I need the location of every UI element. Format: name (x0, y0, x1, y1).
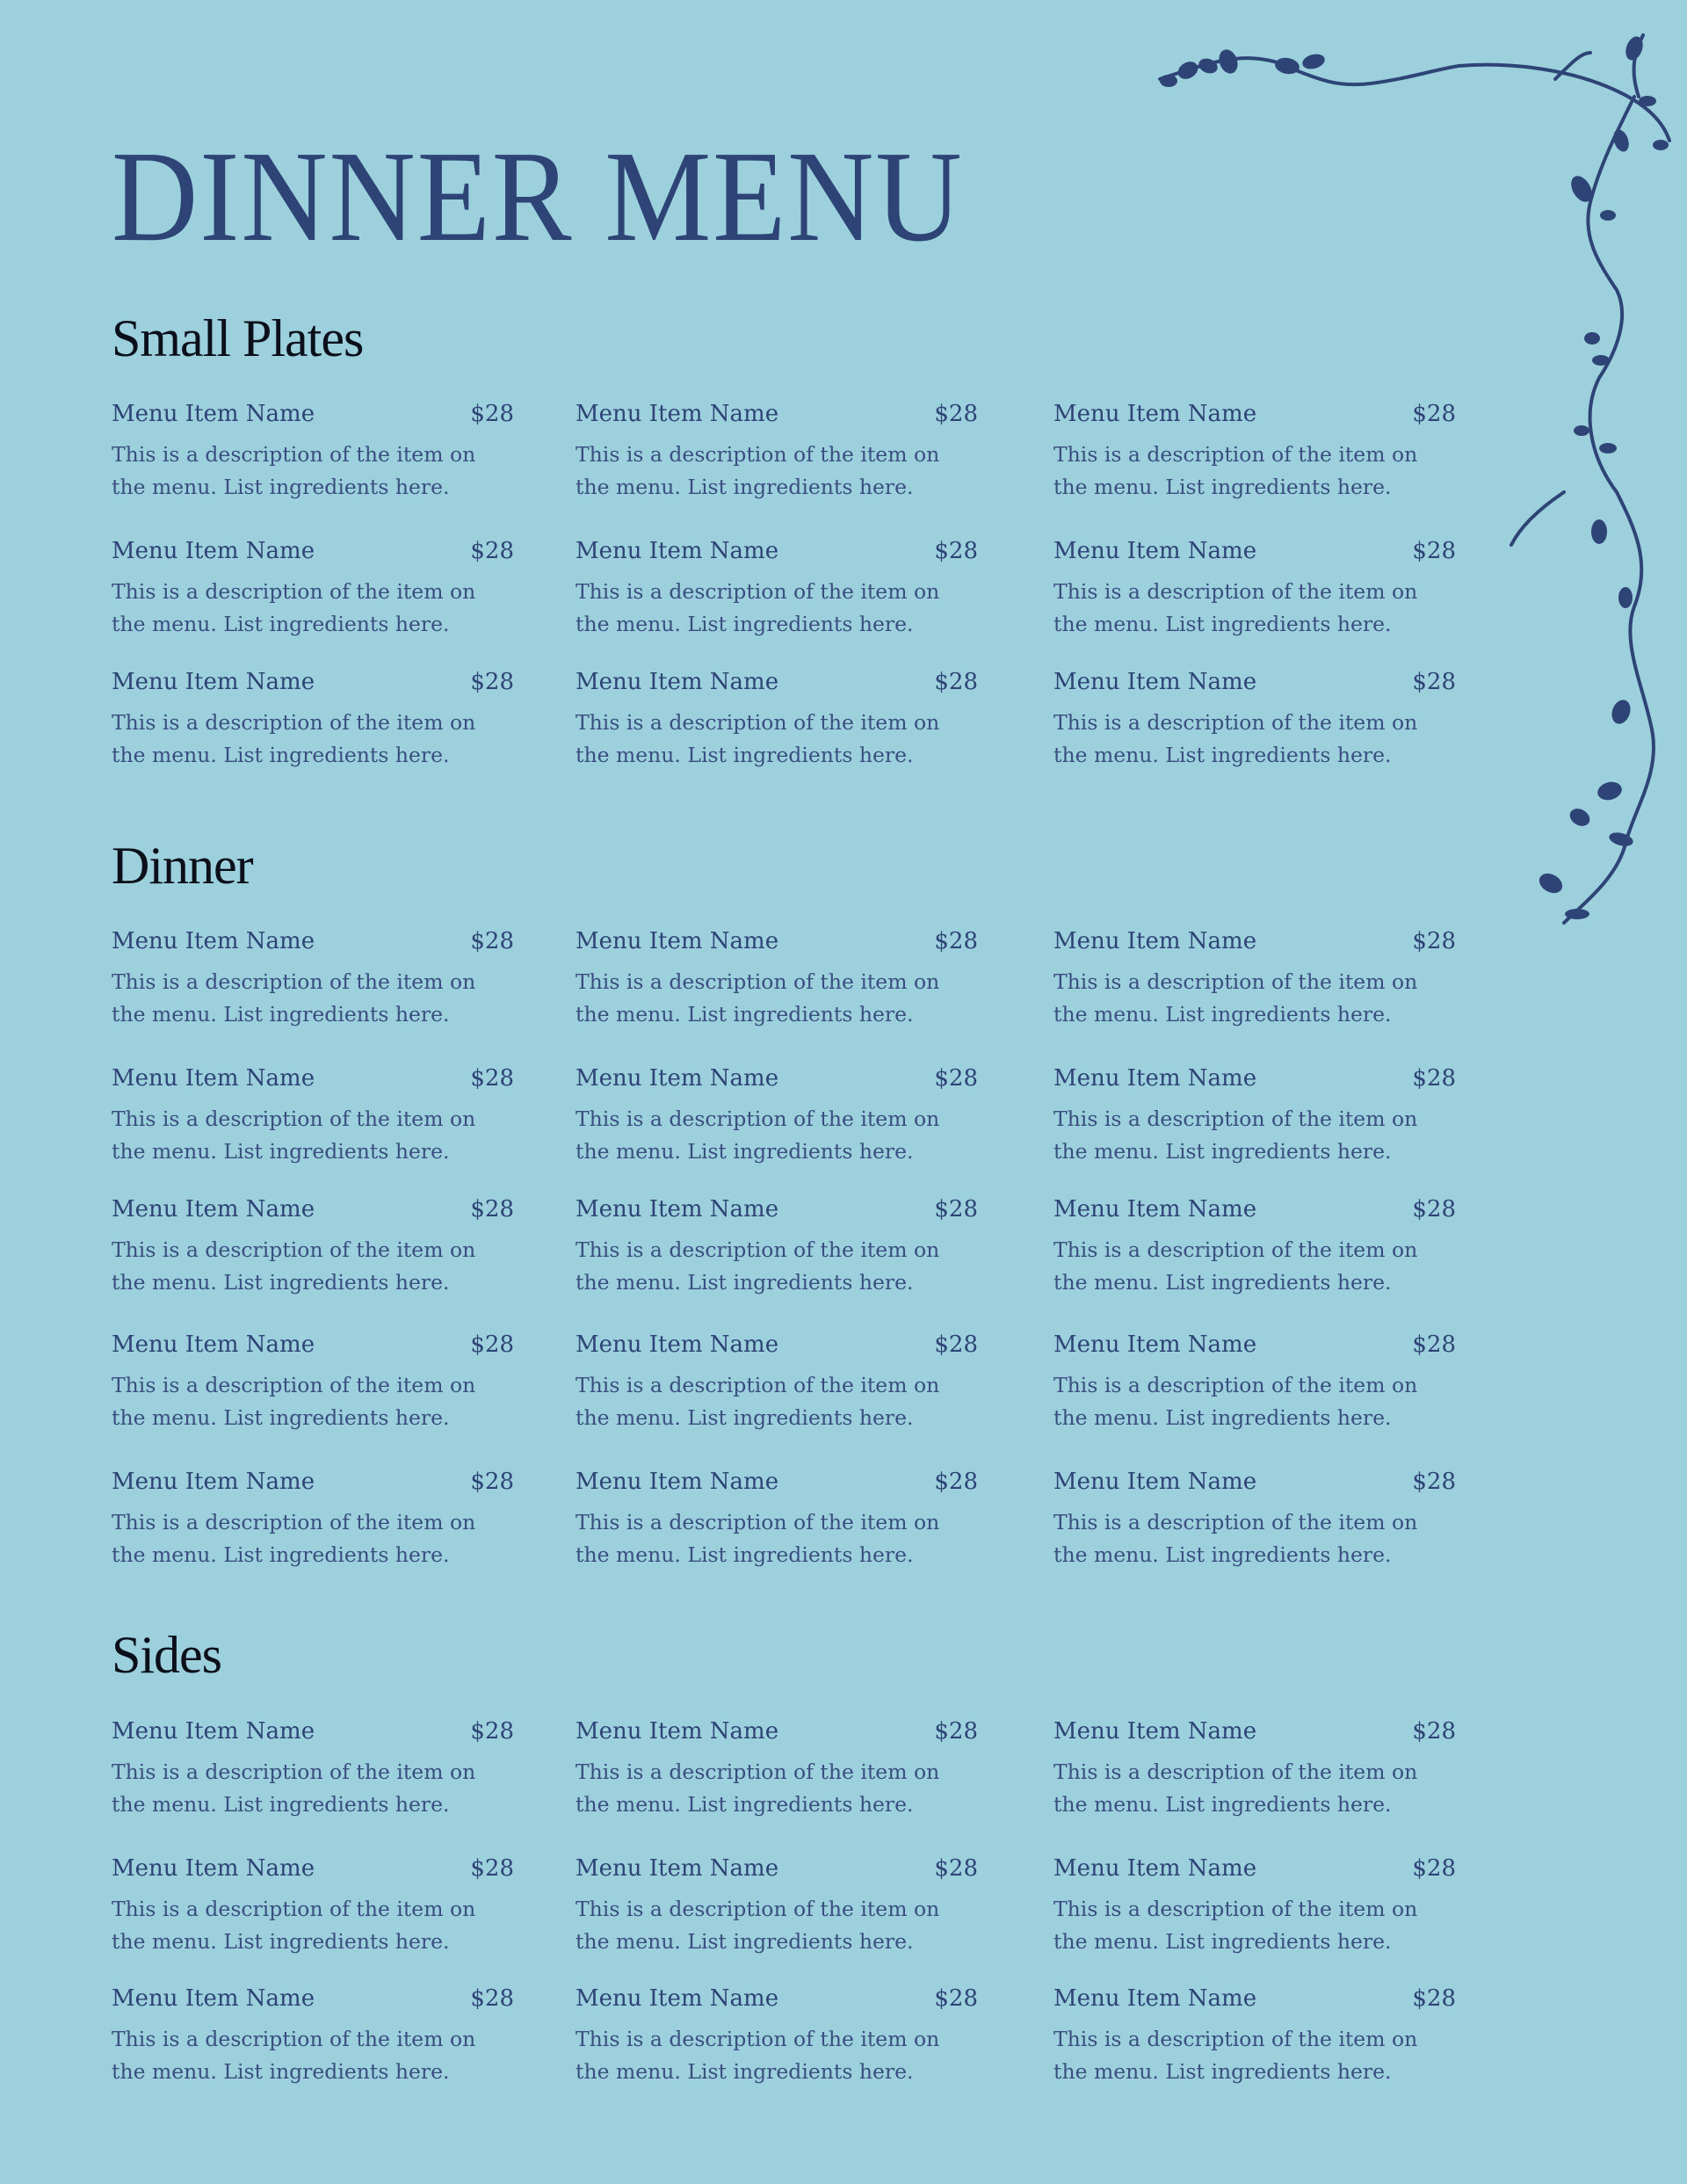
menu-item-description: This is a description of the item on the menu. List ingredients here. (1053, 969, 1418, 1027)
menu-item-price: $28 (934, 1469, 978, 1495)
menu-item-price: $28 (934, 928, 978, 954)
menu-item-header (576, 1984, 978, 2013)
menu-item-description: This is a description of the item on the menu. List ingredients here. (112, 1897, 476, 1954)
menu-item-header (1053, 1331, 1456, 1359)
menu-item-header (1053, 927, 1456, 955)
menu-item-header (112, 1854, 514, 1883)
menu-item-header (112, 927, 514, 955)
menu-item-name: Menu Item Name (1053, 669, 1257, 695)
menu-item (1053, 1984, 1456, 2088)
menu-item-price: $28 (1412, 1855, 1456, 1882)
menu-item (576, 1468, 978, 1571)
menu-item-header (112, 400, 514, 428)
menu-item (1053, 1854, 1456, 1958)
menu-item-price: $28 (470, 1331, 514, 1358)
menu-item-name: Menu Item Name (112, 1196, 315, 1223)
menu-item-price: $28 (470, 1196, 514, 1223)
menu-item (576, 1064, 978, 1168)
menu-item-name: Menu Item Name (576, 1855, 779, 1882)
menu-item-name: Menu Item Name (576, 669, 779, 695)
menu-item-price: $28 (934, 1065, 978, 1092)
menu-item (1053, 668, 1456, 772)
menu-item-description: This is a description of the item on the menu. List ingredients here. (576, 710, 940, 767)
menu-item (576, 1854, 978, 1958)
section-title: Sides (112, 1626, 222, 1684)
menu-item-price: $28 (470, 538, 514, 564)
menu-item-header (576, 1064, 978, 1092)
menu-item-name: Menu Item Name (1053, 1331, 1257, 1358)
menu-item (112, 1854, 514, 1958)
menu-item-name: Menu Item Name (112, 928, 315, 954)
menu-item-name: Menu Item Name (112, 669, 315, 695)
menu-item-name: Menu Item Name (112, 1065, 315, 1092)
menu-item-header (1053, 1468, 1456, 1496)
menu-item-header (1053, 400, 1456, 428)
menu-item-description: This is a description of the item on the menu. List ingredients here. (1053, 1897, 1418, 1954)
menu-item-description: This is a description of the item on the menu. List ingredients here. (112, 969, 476, 1027)
menu-item-price: $28 (1412, 928, 1456, 954)
menu-item-description: This is a description of the item on the menu. List ingredients here. (576, 579, 940, 636)
menu-item-name: Menu Item Name (576, 1718, 779, 1745)
menu-item-header (576, 927, 978, 955)
menu-item-name: Menu Item Name (112, 1855, 315, 1882)
menu-item-name: Menu Item Name (576, 1196, 779, 1223)
menu-item-description: This is a description of the item on the menu. List ingredients here. (112, 442, 476, 499)
menu-item-description: This is a description of the item on the menu. List ingredients here. (112, 1760, 476, 1817)
menu-item-description: This is a description of the item on the menu. List ingredients here. (112, 1107, 476, 1164)
section-sides (112, 1626, 1465, 1684)
menu-item (576, 537, 978, 641)
menu-item-price: $28 (1412, 1065, 1456, 1092)
menu-item-header (1053, 537, 1456, 565)
page-title: DINNER MENU (112, 125, 964, 269)
menu-item-header (576, 668, 978, 696)
menu-item-header (112, 1195, 514, 1223)
menu-item-header (576, 400, 978, 428)
menu-item-price: $28 (1412, 1718, 1456, 1745)
menu-item-header (576, 537, 978, 565)
menu-item-description: This is a description of the item on the menu. List ingredients here. (112, 579, 476, 636)
menu-item-header (576, 1195, 978, 1223)
menu-item-header (1053, 668, 1456, 696)
menu-item-header (576, 1468, 978, 1496)
menu-item-price: $28 (1412, 538, 1456, 564)
menu-item-header (576, 1331, 978, 1359)
menu-item-name: Menu Item Name (1053, 538, 1257, 564)
menu-item (1053, 1331, 1456, 1434)
menu-item-price: $28 (1412, 1469, 1456, 1495)
menu-item-description: This is a description of the item on the menu. List ingredients here. (1053, 1510, 1418, 1567)
menu-item-price: $28 (934, 1985, 978, 2012)
menu-item (576, 668, 978, 772)
menu-item (112, 927, 514, 1031)
menu-item (112, 1064, 514, 1168)
menu-item-name: Menu Item Name (1053, 928, 1257, 954)
menu-item (1053, 927, 1456, 1031)
menu-item-header (112, 668, 514, 696)
menu-item-price: $28 (470, 1985, 514, 2012)
menu-item-description: This is a description of the item on the menu. List ingredients here. (1053, 1373, 1418, 1430)
menu-item-header (112, 1717, 514, 1745)
menu-item-name: Menu Item Name (576, 401, 779, 427)
menu-item-price: $28 (470, 1469, 514, 1495)
menu-item (576, 1195, 978, 1299)
menu-item-description: This is a description of the item on the menu. List ingredients here. (576, 442, 940, 499)
menu-item (112, 1195, 514, 1299)
menu-item (576, 927, 978, 1031)
section-dinner (112, 837, 1465, 895)
menu-item (1053, 1468, 1456, 1571)
menu-item-description: This is a description of the item on the menu. List ingredients here. (1053, 442, 1418, 499)
menu-item-price: $28 (1412, 1985, 1456, 2012)
menu-item-price: $28 (1412, 669, 1456, 695)
menu-item (576, 1984, 978, 2088)
menu-item-name: Menu Item Name (1053, 1985, 1257, 2012)
section-title: Small Plates (112, 309, 364, 367)
menu-item-name: Menu Item Name (112, 538, 315, 564)
menu-item-header (1053, 1854, 1456, 1883)
menu-item-header (112, 1331, 514, 1359)
menu-item (112, 1331, 514, 1434)
menu-item (112, 537, 514, 641)
section-small-plates (112, 309, 1465, 367)
menu-item-name: Menu Item Name (1053, 1196, 1257, 1223)
menu-item-price: $28 (470, 1718, 514, 1745)
menu-item-header (1053, 1195, 1456, 1223)
menu-item-name: Menu Item Name (112, 1469, 315, 1495)
menu-item-name: Menu Item Name (1053, 1065, 1257, 1092)
menu-item-header (1053, 1064, 1456, 1092)
menu-item-price: $28 (1412, 401, 1456, 427)
menu-item-name: Menu Item Name (576, 1469, 779, 1495)
menu-item (576, 400, 978, 504)
menu-item-header (1053, 1717, 1456, 1745)
menu-item-description: This is a description of the item on the menu. List ingredients here. (1053, 1760, 1418, 1817)
menu-item-description: This is a description of the item on the menu. List ingredients here. (1053, 710, 1418, 767)
menu-item-price: $28 (934, 538, 978, 564)
menu-item-description: This is a description of the item on the menu. List ingredients here. (576, 1760, 940, 1817)
menu-item-name: Menu Item Name (112, 1718, 315, 1745)
menu-item-description: This is a description of the item on the menu. List ingredients here. (1053, 1237, 1418, 1295)
menu-item-price: $28 (470, 401, 514, 427)
menu-item-name: Menu Item Name (1053, 1469, 1257, 1495)
menu-item-price: $28 (934, 1855, 978, 1882)
menu-item-header (112, 1468, 514, 1496)
menu-item-description: This is a description of the item on the menu. List ingredients here. (112, 1237, 476, 1295)
menu-item-price: $28 (470, 1855, 514, 1882)
menu-item-price: $28 (934, 401, 978, 427)
menu-item (112, 400, 514, 504)
menu-item-name: Menu Item Name (576, 538, 779, 564)
menu-item-description: This is a description of the item on the menu. List ingredients here. (112, 2027, 476, 2084)
menu-item-header (112, 1984, 514, 2013)
menu-item-description: This is a description of the item on the menu. List ingredients here. (576, 969, 940, 1027)
menu-item-name: Menu Item Name (1053, 1718, 1257, 1745)
menu-item-price: $28 (1412, 1196, 1456, 1223)
menu-item (1053, 1717, 1456, 1821)
menu-item-price: $28 (934, 669, 978, 695)
menu-item-header (112, 537, 514, 565)
menu-item-description: This is a description of the item on the menu. List ingredients here. (112, 1510, 476, 1567)
menu-item-name: Menu Item Name (1053, 1855, 1257, 1882)
menu-item-name: Menu Item Name (112, 1985, 315, 2012)
menu-item-description: This is a description of the item on the menu. List ingredients here. (576, 1107, 940, 1164)
menu-item-name: Menu Item Name (576, 928, 779, 954)
menu-item (1053, 1195, 1456, 1299)
menu-item (576, 1331, 978, 1434)
menu-item-name: Menu Item Name (576, 1985, 779, 2012)
menu-item-description: This is a description of the item on the menu. List ingredients here. (1053, 1107, 1418, 1164)
menu-item-name: Menu Item Name (576, 1065, 779, 1092)
menu-item-name: Menu Item Name (112, 1331, 315, 1358)
menu-item-price: $28 (1412, 1331, 1456, 1358)
menu-item-price: $28 (470, 669, 514, 695)
menu-item-description: This is a description of the item on the menu. List ingredients here. (576, 1510, 940, 1567)
menu-item-description: This is a description of the item on the menu. List ingredients here. (576, 1897, 940, 1954)
menu-item-header (1053, 1984, 1456, 2013)
menu-item (112, 1468, 514, 1571)
menu-item-price: $28 (934, 1331, 978, 1358)
menu-item (112, 668, 514, 772)
menu-item-description: This is a description of the item on the menu. List ingredients here. (576, 1237, 940, 1295)
menu-item-name: Menu Item Name (112, 401, 315, 427)
menu-item (1053, 400, 1456, 504)
menu-item (1053, 1064, 1456, 1168)
menu-item-description: This is a description of the item on the menu. List ingredients here. (112, 1373, 476, 1430)
menu-item-description: This is a description of the item on the menu. List ingredients here. (1053, 579, 1418, 636)
menu-item (576, 1717, 978, 1821)
menu-item-header (576, 1854, 978, 1883)
menu-item-price: $28 (470, 928, 514, 954)
menu-item-name: Menu Item Name (1053, 401, 1257, 427)
menu-item-description: This is a description of the item on the menu. List ingredients here. (1053, 2027, 1418, 2084)
menu-item-price: $28 (934, 1196, 978, 1223)
menu-item (1053, 537, 1456, 641)
menu-item-price: $28 (470, 1065, 514, 1092)
menu-item (112, 1717, 514, 1821)
section-title: Dinner (112, 837, 253, 895)
menu-item (112, 1984, 514, 2088)
menu-item-price: $28 (934, 1718, 978, 1745)
menu-item-description: This is a description of the item on the menu. List ingredients here. (576, 2027, 940, 2084)
menu-item-description: This is a description of the item on the menu. List ingredients here. (112, 710, 476, 767)
menu-item-header (112, 1064, 514, 1092)
menu-item-header (576, 1717, 978, 1745)
menu-item-name: Menu Item Name (576, 1331, 779, 1358)
menu-item-description: This is a description of the item on the menu. List ingredients here. (576, 1373, 940, 1430)
